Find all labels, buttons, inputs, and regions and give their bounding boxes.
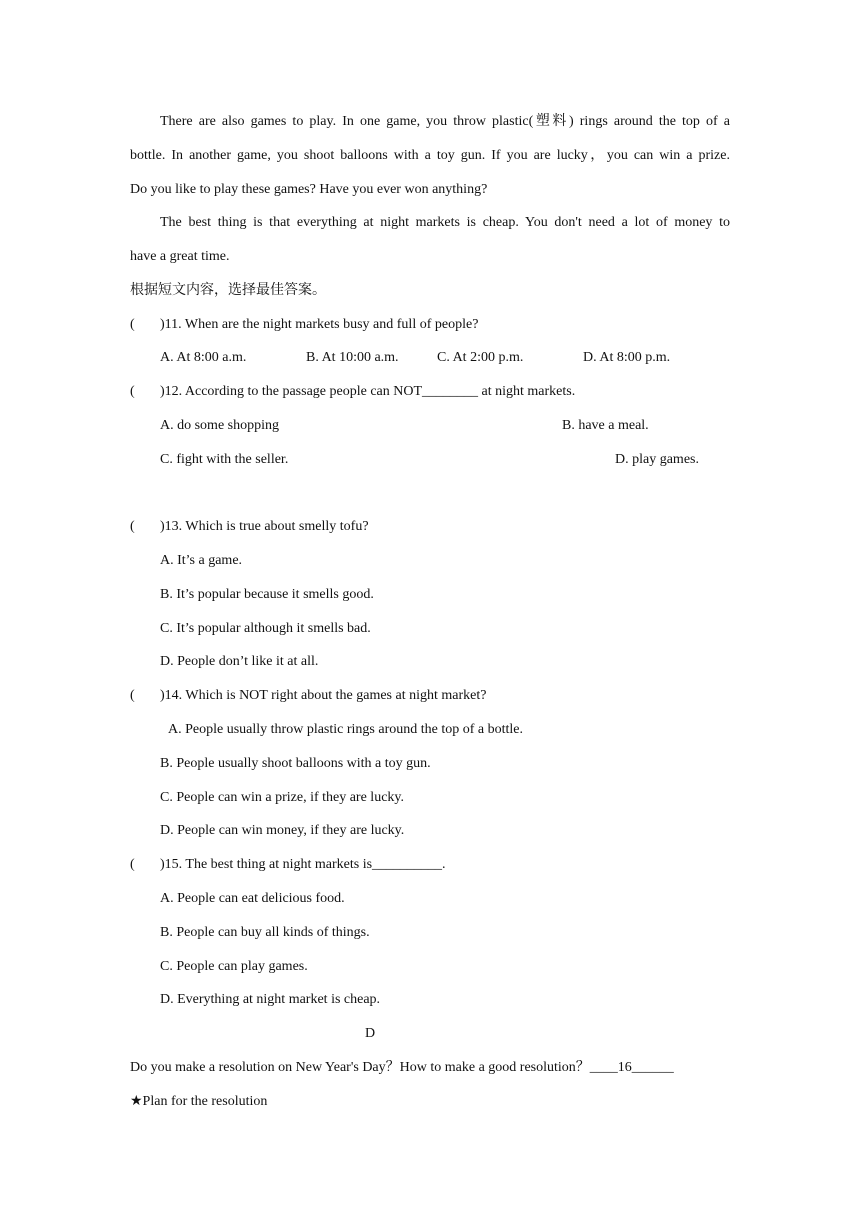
option-c: C. fight with the seller.: [160, 452, 289, 467]
answer-paren: (: [130, 519, 135, 534]
question-13: [130, 516, 730, 538]
question-14: [130, 685, 730, 707]
option-a: A. At 8:00 a.m.: [160, 350, 247, 365]
option-b: B. At 10:00 a.m.: [306, 350, 399, 365]
option-b: B. People usually shoot balloons with a toy gun.: [160, 756, 431, 771]
option-b: B. People can buy all kinds of things.: [160, 925, 370, 940]
question-stem: )12. According to the passage people can NOT________ at night markets.: [160, 384, 576, 399]
section-intro: Do you make a resolution on New Year's Day？How to make a good resolution？____16______: [130, 1060, 674, 1075]
instruction-text: 根据短文内容，选择最佳答案。: [130, 283, 326, 298]
plan-heading: ★Plan for the resolution: [130, 1094, 268, 1109]
option-d: D. At 8:00 p.m.: [583, 350, 671, 365]
answer-paren: (: [130, 317, 135, 332]
passage-line: There are also games to play. In one game, you throw plastic(塑料) rings around the top of a: [160, 114, 730, 129]
question-11: [130, 314, 730, 336]
option-c: C. It’s popular although it smells bad.: [160, 621, 371, 636]
option-d: D. People don’t like it at all.: [160, 654, 319, 669]
option-a: A. It’s a game.: [160, 553, 243, 568]
answer-paren: (: [130, 688, 135, 703]
option-c: C. At 2:00 p.m.: [437, 350, 524, 365]
option-b: B. have a meal.: [562, 418, 649, 433]
option-a: A. do some shopping: [160, 418, 279, 433]
question-12: [130, 381, 730, 403]
answer-paren: (: [130, 857, 135, 872]
passage-line: Do you like to play these games? Have you ever won anything?: [130, 182, 488, 197]
question-stem: )14. Which is NOT right about the games at night market?: [160, 688, 487, 703]
passage-line: bottle. In another game, you shoot balloons with a toy gun. If you are lucky，you can win a prize.: [130, 148, 730, 163]
option-d: D. play games.: [615, 452, 699, 467]
option-c: C. People can play games.: [160, 959, 308, 974]
option-a: A. People can eat delicious food.: [160, 891, 345, 906]
option-d: D. Everything at night market is cheap.: [160, 992, 381, 1007]
question-stem: )11. When are the night markets busy and full of people?: [160, 317, 479, 332]
question-15: [130, 854, 730, 876]
question-stem: )15. The best thing at night markets is__________.: [160, 857, 446, 872]
option-c: C. People can win a prize, if they are lucky.: [160, 790, 405, 805]
option-a: A. People usually throw plastic rings around the top of a bottle.: [168, 722, 523, 737]
option-d: D. People can win money, if they are lucky.: [160, 823, 405, 838]
question-stem: )13. Which is true about smelly tofu?: [160, 519, 369, 534]
section-heading: D: [364, 1026, 376, 1041]
option-b: B. It’s popular because it smells good.: [160, 587, 374, 602]
passage-line: have a great time.: [130, 249, 230, 264]
passage-line: The best thing is that everything at night markets is cheap. You don't need a lot of money to: [160, 215, 730, 230]
answer-paren: (: [130, 384, 135, 399]
